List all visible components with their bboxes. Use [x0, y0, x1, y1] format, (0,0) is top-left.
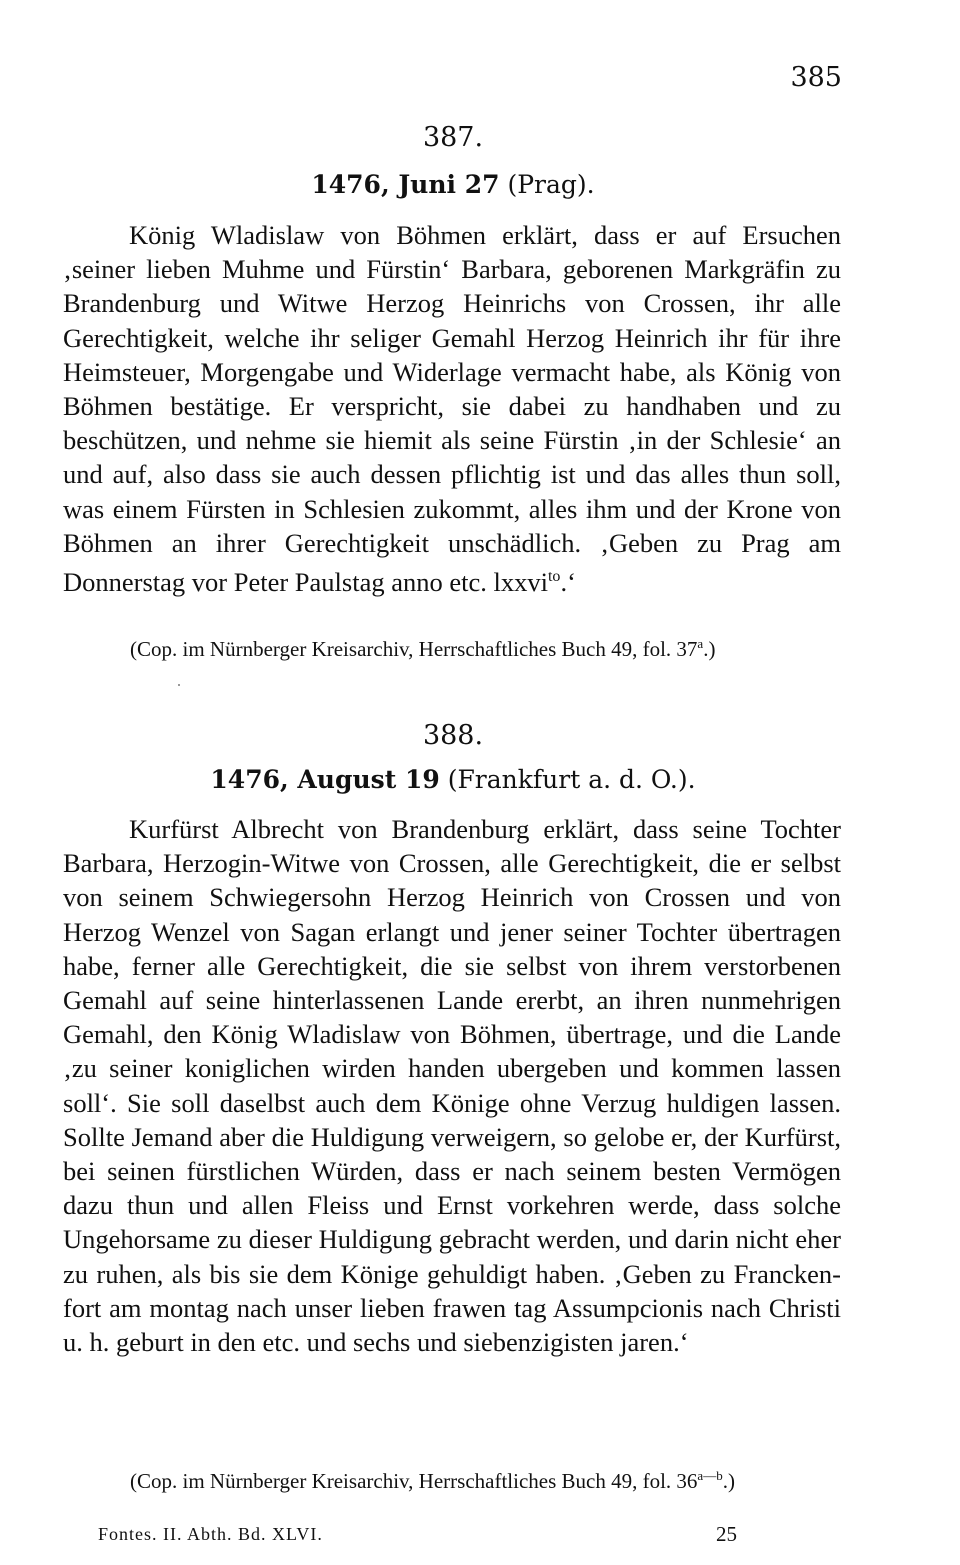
citation-text: (Cop. im Nürnberger Kreisarchiv, Herrschaftliches Buch 49, fol. 36 [130, 1469, 698, 1493]
entry-number: 388. [422, 720, 484, 751]
entry-date: 1476, August 19 [210, 765, 440, 794]
entry-date-line [0, 765, 906, 794]
citation-superscript: a—b [697, 1468, 723, 1483]
entry-citation [130, 1468, 841, 1494]
entry-place: (Frankfurt a. d. O.). [447, 765, 696, 794]
entry-body: Kurfürst Albrecht von Brandenburg erklärt, dass seine Tochter Barbara, Herzogin-Witwe von Crossen, alle Gerechtigkeit, die er selbst von seinem Schwiegersohn Herzog Heinrich von Crossen und von Herzog Wenzel von Sagan erlangt und jener seiner Tochter übertragen habe, ferner alle Gerechtigkeit, die sie selbst von ihrem verstorbenen Gemahl auf seine hinterlassenen Lande ererbt, an ihren nunmehrigen Gemahl, den König Wladislaw von Böhmen, übertrage, und die Lande ‚zu seiner koniglichen wirden handen ubergeben und kommen lassen soll‘. Sie soll daselbst auch dem Könige ohne Verzug huldigen lassen. Sollte Jemand aber die Huldigung verweigern, so gelobe er, der Kurfürst, bei seinen fürstlichen Würden, dass er nach seinem besten Vermögen dazu thun und allen Fleiss und Ernst vorkehren werde, dass solche Ungehorsame zu dieser Huldigung gebracht werden, und darin nicht eher zu ruhen, als bis sie dem Könige gehuldigt haben. ‚Geben zu Franckenfort am montag nach unser lieben frawen tag Assumpcionis nach Christi u. h. geburt in den etc. und sechs und siebenzigisten jaren.‘ [63, 814, 841, 1358]
footer-signature: Fontes. II. Abth. Bd. XLVI. [98, 1524, 323, 1544]
entry-date: 1476, Juni 27 [311, 170, 500, 199]
entry-place: (Prag). [507, 170, 595, 199]
entry-body-text: König Wladislaw von Böhmen erklärt, dass er auf Ersuchen ‚seiner lieben Muhme und Fürstin‘ Barbara, geborenen Markgräfin zu Brandenburg und Witwe Herzog Heinrichs von Crossen, ihr alle Gerechtigkeit, welche ihr seliger Gemahl Herzog Heinrich ihr für ihre Heimsteuer, Morgengabe und Widerlage vermacht habe, als König von Böhmen bestätige. Er verspricht, sie dabei zu handhaben und zu beschützen, und nehme sie hiemit als seine Fürstin ‚in der Schlesie‘ an und auf, also dass sie auch dessen pflichtig ist und das alles thun soll, was einem Fürsten in Schlesien zukommt, alles ihm und der Krone von Böhmen an ihrer Gerechtigkeit unschädlich. ‚Geben zu Prag am Donnerstag vor Peter Paulstag anno etc. lxxvi [63, 220, 841, 597]
entry-body [63, 218, 841, 599]
citation-end: .) [722, 1469, 735, 1493]
entry-citation [130, 636, 841, 662]
entry-body-superscript: to [547, 568, 561, 586]
print-mark [178, 684, 180, 686]
page-number: 385 [790, 62, 842, 93]
citation-end: .) [703, 637, 716, 661]
entry-date-line [0, 170, 906, 199]
citation-text: (Cop. im Nürnberger Kreisarchiv, Herrschaftliches Buch 49, fol. 37 [130, 637, 698, 661]
entry-body-end: .‘ [560, 566, 576, 597]
citation-superscript: a [697, 636, 704, 651]
footer-sheet-number: 25 [716, 1522, 737, 1546]
entry-number: 387. [422, 122, 484, 153]
